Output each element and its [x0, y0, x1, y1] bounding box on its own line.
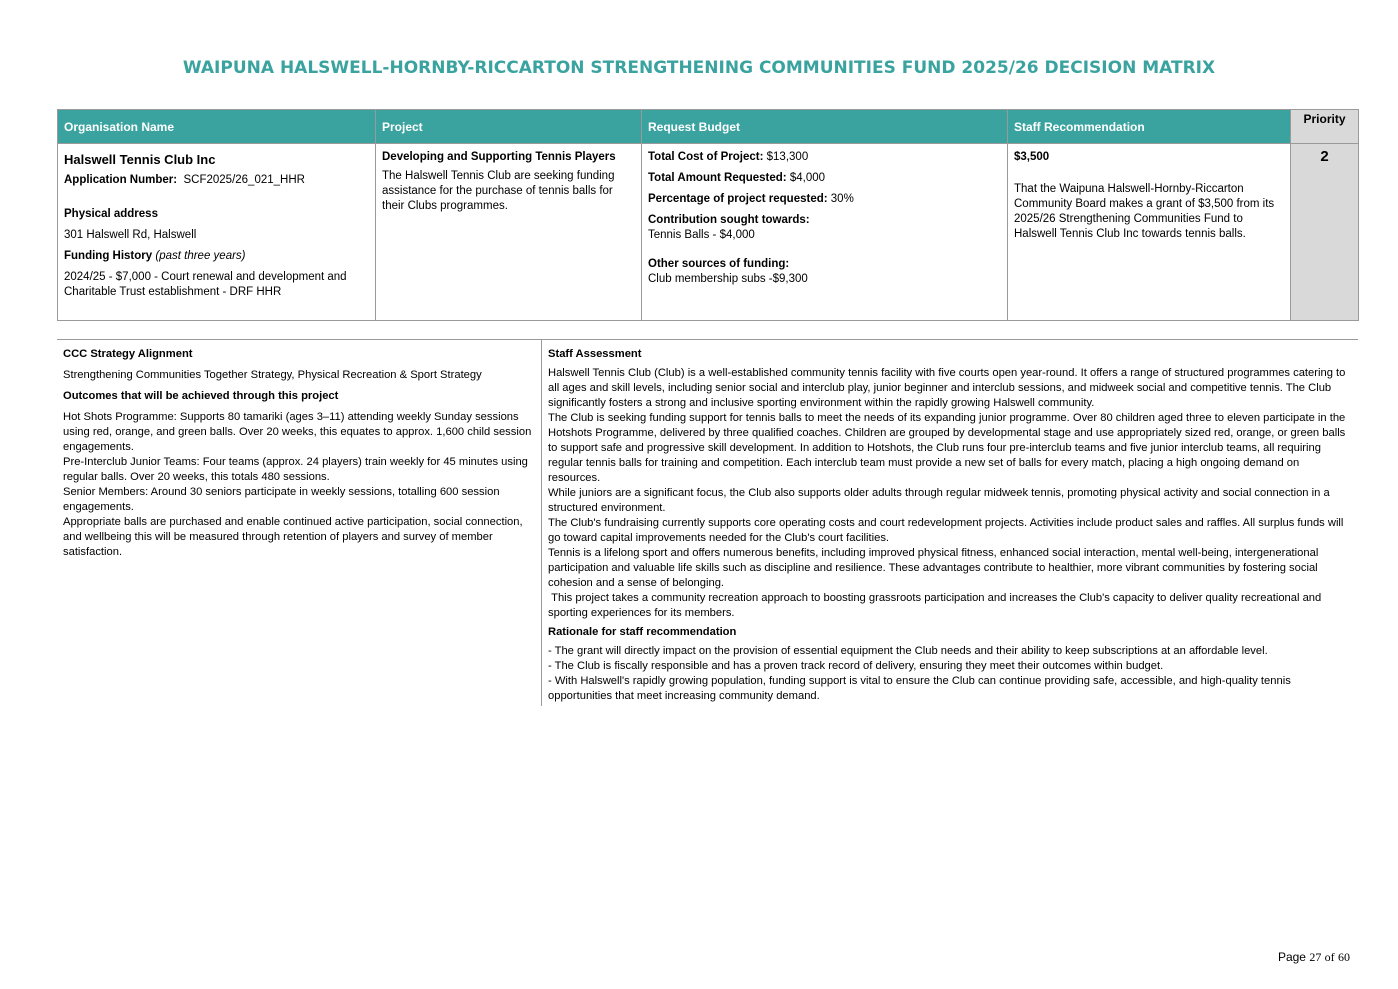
outcome-item: Senior Members: Around 30 seniors participate in weekly sessions, totalling 600 session engagements. [63, 486, 500, 513]
other-funding: Club membership subs -$9,300 [648, 273, 808, 285]
page-current: 27 [1309, 950, 1322, 964]
other-funding-label: Other sources of funding: [648, 258, 790, 270]
total-requested-label: Total Amount Requested: [648, 172, 787, 184]
assessment-section [57, 339, 1358, 706]
page-number [1278, 950, 1350, 965]
project-title: Developing and Supporting Tennis Players [382, 151, 616, 163]
header-recommendation: Staff Recommendation [1008, 110, 1291, 144]
rationale-item: - With Halswell's rapidly growing population, funding support is vital to ensure the Club can continue providing safe, accessible, and high-quality tennis opportunities that meet increasing community demand. [548, 675, 1291, 702]
decision-matrix-table [57, 109, 1359, 321]
organisation-cell [58, 144, 376, 321]
recommendation-text: That the Waipuna Halswell-Hornby-Riccarton Community Board makes a grant of $3,500 from its 2025/26 Strengthening Communities Fund to Halswell Tennis Club Inc towards tennis balls. [1014, 183, 1275, 240]
header-priority: Priority [1291, 110, 1359, 144]
assessment-paragraph: The Club is seeking funding support for tennis balls to meet the needs of its expanding junior programme. Over 80 children aged three to eleven participate in the Hotshots Programme, delivered by three qualified coaches. Children are grouped by developmental stage and use appropriately sized red, orange, or green balls to support safe and progressive skill development. In addition to Hotshots, the Club runs four pre-interclub teams and five junior interclub teams, all requiring regular tennis balls for training and competition. Each interclub team must provide a new set of balls for every match, placing a high ongoing demand on resources. [548, 412, 1346, 484]
rationale-item: - The grant will directly impact on the provision of essential equipment the Club needs and their ability to keep subscriptions at an affordable level. [548, 645, 1268, 657]
header-project: Project [376, 110, 642, 144]
header-budget: Request Budget [642, 110, 1008, 144]
rationale-item: - The Club is fiscally responsible and has a proven track record of delivery, ensuring they meet their outcomes within budget. [548, 660, 1164, 672]
rationale-heading: Rationale for staff recommendation [548, 626, 737, 638]
page-total: 60 [1338, 950, 1350, 964]
strategy-column [63, 347, 537, 560]
assessment-paragraph: Halswell Tennis Club (Club) is a well-established community tennis facility with five courts open year-round. It offers a range of structured programmes catering to all ages and skill levels, including senior social and interclub play, junior beginner and interclub sessions, and midweek social and competitive tennis. The Club significantly fosters a strong and inclusive sporting environment within the rapidly growing Halswell community. [548, 367, 1346, 409]
header-organisation: Organisation Name [58, 110, 376, 144]
strategy-heading: CCC Strategy Alignment [63, 348, 193, 360]
priority-value: 2 [1291, 144, 1359, 321]
funding-history-note: (past three years) [155, 250, 246, 262]
table-row [58, 144, 1359, 321]
total-cost: $13,300 [766, 151, 809, 163]
percentage-label: Percentage of project requested: [648, 193, 828, 205]
assessment-column [548, 347, 1354, 704]
application-number: SCF2025/26_021_HHR [183, 174, 305, 186]
assessment-paragraph: While juniors are a significant focus, the Club also supports older adults through regular midweek tennis, promoting physical activity and social connection in a structured environment. [548, 487, 1330, 514]
strategy-text: Strengthening Communities Together Strategy, Physical Recreation & Sport Strategy [63, 369, 482, 381]
recommendation-amount: $3,500 [1014, 151, 1050, 163]
total-requested: $4,000 [789, 172, 826, 184]
document-title: WAIPUNA HALSWELL-HORNBY-RICCARTON STRENGTHENING COMMUNITIES FUND 2025/26 DECISION MATRIX [182, 58, 1216, 78]
total-cost-label: Total Cost of Project: [648, 151, 764, 163]
assessment-paragraph: Tennis is a lifelong sport and offers numerous benefits, including improved physical fitness, enhanced social interaction, mental well-being, intergenerational participation and valuable life skills such as discipline and resilience. These advantages contribute to healthier, more vibrant communities by fostering social cohesion and a sense of belonging. [548, 547, 1319, 589]
funding-history: 2024/25 - $7,000 - Court renewal and development and Charitable Trust establishment - DRF HHR [64, 271, 347, 298]
outcome-item: Appropriate balls are purchased and enable continued active participation, social connection, and wellbeing this will be measured through retention of players and survey of member satisfaction. [63, 516, 523, 558]
budget-cell [642, 144, 1008, 321]
page-of: of [1324, 950, 1335, 964]
project-description: The Halswell Tennis Club are seeking funding assistance for the purchase of tennis balls for their Clubs programmes. [382, 170, 615, 212]
contribution: Tennis Balls - $4,000 [648, 229, 755, 241]
page-word: Page [1277, 950, 1306, 964]
outcome-item: Hot Shots Programme: Supports 80 tamariki (ages 3–11) attending weekly Sunday sessions using red, orange, and green balls. Over 20 weeks, this equates to approx. 1,600 child session engagements. [63, 411, 532, 453]
organisation-name: Halswell Tennis Club Inc [64, 152, 216, 167]
outcome-item: Pre-Interclub Junior Teams: Four teams (approx. 24 players) train weekly for 45 minutes using regular balls. Over 20 weeks, this totals 480 sessions. [63, 456, 528, 483]
table-header-row [58, 110, 1359, 144]
assessment-paragraph: The Club's fundraising currently supports core operating costs and court redevelopment projects. Activities include product sales and raffles. All surplus funds will go toward capital improvements needed for the Club's court facilities. [548, 517, 1344, 544]
project-cell [376, 144, 642, 321]
assessment-heading: Staff Assessment [548, 348, 642, 360]
column-divider [541, 340, 542, 706]
funding-history-label: Funding History [64, 250, 153, 262]
recommendation-cell [1008, 144, 1291, 321]
contribution-label: Contribution sought towards: [648, 214, 810, 226]
percentage: 30% [830, 193, 854, 205]
outcomes-heading: Outcomes that will be achieved through this project [63, 390, 339, 402]
physical-address-label: Physical address [64, 208, 158, 220]
physical-address: 301 Halswell Rd, Halswell [64, 229, 197, 241]
application-number-label: Application Number: [64, 174, 178, 186]
assessment-paragraph: This project takes a community recreation approach to boosting grassroots participation and increases the Club's capacity to deliver quality recreational and sporting experiences for its members. [548, 592, 1325, 619]
